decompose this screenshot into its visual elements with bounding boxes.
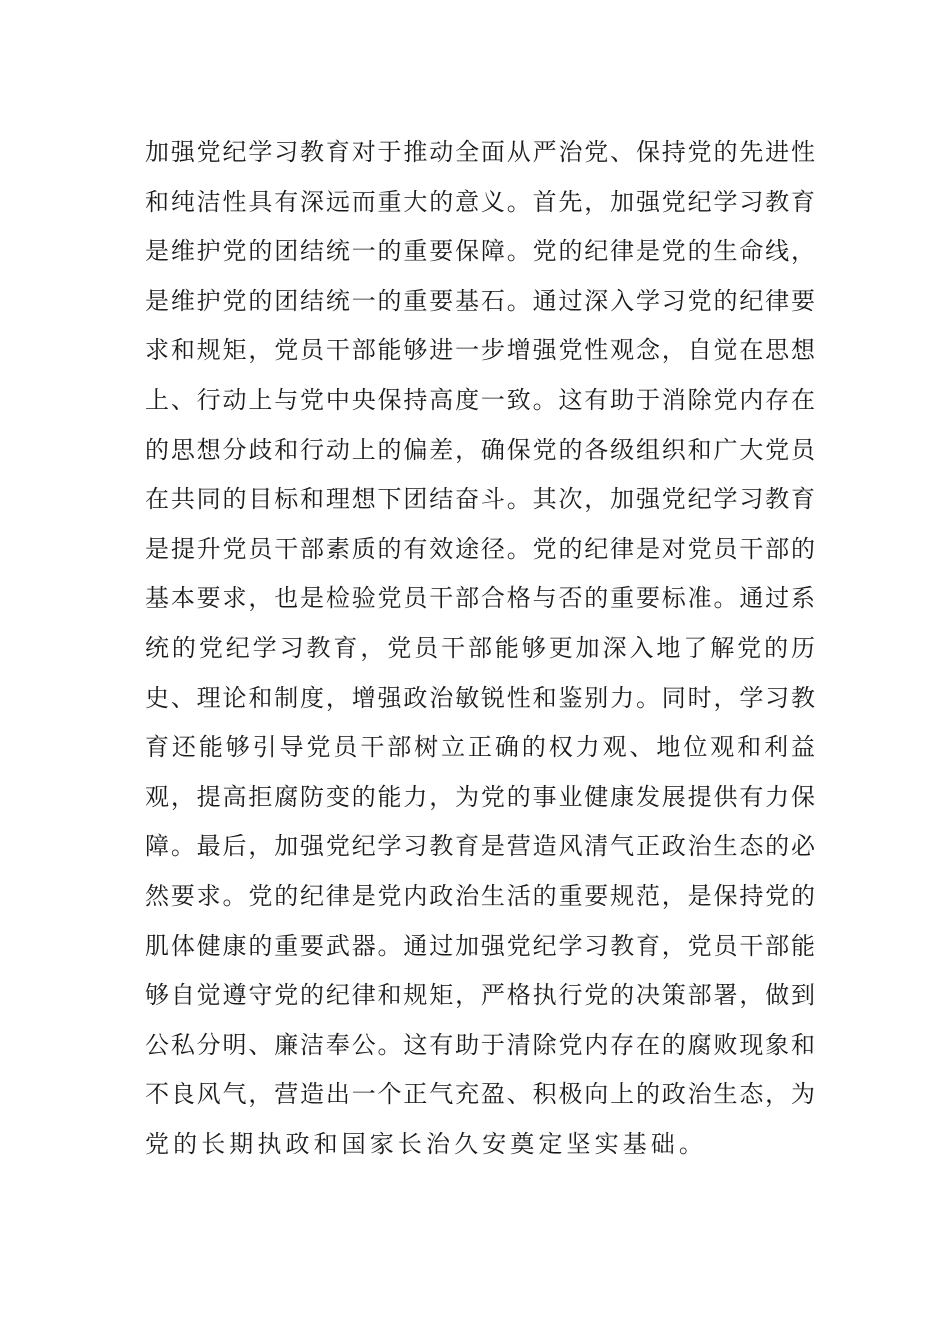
paragraph-line-16: 然要求。党的纪律是党内政治生活的重要规范，是保持党的 bbox=[145, 881, 815, 910]
paragraph-line-7: 的思想分歧和行动上的偏差，确保党的各级组织和广大党员 bbox=[145, 435, 815, 464]
paragraph-line-5: 求和规矩，党员干部能够进一步增强党性观念，自觉在思想 bbox=[145, 336, 815, 365]
paragraph-line-4: 是维护党的团结统一的重要基石。通过深入学习党的纪律要 bbox=[145, 286, 815, 315]
paragraph-line-12: 史、理论和制度，增强政治敏锐性和鉴别力。同时，学习教 bbox=[145, 683, 815, 712]
paragraph-line-9: 是提升党员干部素质的有效途径。党的纪律是对党员干部的 bbox=[145, 534, 815, 563]
paragraph-line-15: 障。最后，加强党纪学习教育是营造风清气正政治生态的必 bbox=[145, 832, 815, 861]
paragraph-line-20: 不良风气，营造出一个正气充盈、积极向上的政治生态，为 bbox=[145, 1080, 815, 1109]
paragraph-line-21: 党的长期执政和国家长治久安奠定坚实基础。 bbox=[145, 1129, 707, 1158]
paragraph-line-14: 观，提高拒腐防变的能力，为党的事业健康发展提供有力保 bbox=[145, 782, 815, 811]
paragraph-line-6: 上、行动上与党中央保持高度一致。这有助于消除党内存在 bbox=[145, 385, 815, 414]
paragraph-line-2: 和纯洁性具有深远而重大的意义。首先，加强党纪学习教育 bbox=[145, 187, 815, 216]
paragraph-line-10: 基本要求，也是检验党员干部合格与否的重要标准。通过系 bbox=[145, 584, 815, 613]
paragraph-line-13: 育还能够引导党员干部树立正确的权力观、地位观和利益 bbox=[145, 733, 815, 762]
paragraph-line-18: 够自觉遵守党的纪律和规矩，严格执行党的决策部署，做到 bbox=[145, 981, 815, 1010]
paragraph-line-8: 在共同的目标和理想下团结奋斗。其次，加强党纪学习教育 bbox=[145, 485, 815, 514]
paragraph-line-11: 统的党纪学习教育，党员干部能够更加深入地了解党的历 bbox=[145, 633, 815, 662]
paragraph-line-3: 是维护党的团结统一的重要保障。党的纪律是党的生命线， bbox=[145, 237, 815, 266]
paragraph-line-17: 肌体健康的重要武器。通过加强党纪学习教育，党员干部能 bbox=[145, 931, 815, 960]
body-paragraph bbox=[145, 128, 815, 1169]
paragraph-line-1: 加强党纪学习教育对于推动全面从严治党、保持党的先进性 bbox=[145, 138, 815, 166]
paragraph-line-19: 公私分明、廉洁奉公。这有助于清除党内存在的腐败现象和 bbox=[145, 1030, 815, 1059]
